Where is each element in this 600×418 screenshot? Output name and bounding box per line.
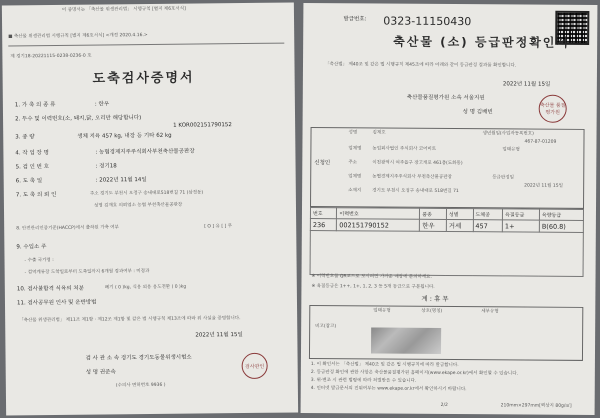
field-value: 농업회사법인 주식회사 코어미트 xyxy=(372,146,437,152)
inspector-name: 성 명 권준속 xyxy=(85,369,116,376)
paper-note: 210mm×297mm[백상지 80g/㎡] xyxy=(500,403,572,409)
field-key: 주소 xyxy=(348,160,358,166)
remark-label: 비고(참고) xyxy=(315,324,337,330)
table-cell: 거세 xyxy=(446,219,473,231)
column-header: 육질등급 xyxy=(502,209,539,220)
inspector-office: 검 사 관 소 속 경기도 경기도동물위생시험소 xyxy=(85,354,192,362)
row-label: 11. 검사공무원 인사 및 운반방법 xyxy=(16,299,97,307)
column-header: 번호 xyxy=(310,208,336,219)
field-value: 경기도 부천시 오정구 송내대로 518번길 71 xyxy=(372,188,459,195)
page-title: 축산물 (소) 등급판정확인서 xyxy=(393,34,571,50)
row-value: : 2022년 11월 14일 xyxy=(95,177,147,184)
row-value: 1 KOR002151790152 xyxy=(173,122,232,129)
qr-note: ※ 이력번호를 QR코드로 보시려면 가까운 매장에 문의하세요. xyxy=(311,274,432,280)
grade-table xyxy=(310,207,584,277)
row-label: 7. 도 축 의 뢰 인 xyxy=(15,191,57,199)
column-header: 육량등급 xyxy=(539,209,583,220)
row-label: 6. 도 축 일 xyxy=(15,178,43,185)
row-value: : 한우 xyxy=(94,101,110,108)
official-seal: 축산물 품질평가원 xyxy=(539,95,567,123)
row-label: 2. 두수 및 이력번호(소, 돼지,닭, 오리만 해당합니다) xyxy=(15,115,142,123)
field-value: 농협경제지주주식회사 부천축산물공판장 xyxy=(372,174,452,181)
column-header: 성별 xyxy=(446,208,473,219)
row-label: 1. 가 축 의 종 류 xyxy=(14,101,56,109)
row-value: 폐기 ( 0 )kg, 식용 외용 용도전환 ( 0 )kg xyxy=(104,284,187,291)
seller-header: 세부유형 xyxy=(481,309,499,315)
field-key: 업체명 xyxy=(348,146,362,152)
row-label: 3. 중 량 xyxy=(15,134,35,141)
row-value: [ O ] 유 [ ] 무 xyxy=(204,224,233,230)
issue-date: 2022년 11월 15일 xyxy=(195,332,243,339)
inspection-certificate xyxy=(2,2,298,415)
image-placeholder xyxy=(371,327,441,353)
field-key: 업태유형 xyxy=(502,147,520,153)
issue-number: 0323-11150430 xyxy=(383,14,472,29)
field-value: 467-87-01209 xyxy=(524,139,557,145)
field-value: 이천광역시 여주읍구 장고개로 461층(도화동) xyxy=(372,160,463,167)
field-key: 생년월일(사업자등록번호) xyxy=(482,131,534,137)
applicant-label: 신청인 xyxy=(314,160,331,167)
table-cell: 002151790152 xyxy=(337,219,420,232)
row-value: : 농협경제지주주식회사부천축산물공판장 xyxy=(95,148,195,156)
table-cell xyxy=(310,231,583,277)
footer-note: 「축산물 위생관리법」 제11조 제1항 · 제12조 제1항 및 같은 법 시행규칙 제13조에 따라 위 사실을 증명합니다. xyxy=(19,316,241,324)
name-line: 성 명 김배빈 xyxy=(462,109,493,116)
page-title: 도축검사증명서 xyxy=(92,70,195,87)
row-value: : 경기18 xyxy=(95,163,117,170)
office-line: 축산물품질평가원 소속 서울지원 xyxy=(406,94,485,102)
field-key: 성명 xyxy=(348,130,358,136)
row-value: 주소 경기도 부천시 오정구 송내대로518번길 71 (삼정동) xyxy=(89,190,204,197)
seller-header: 업태유형 xyxy=(373,308,391,314)
field-value: 2022년 11월 15일 xyxy=(524,183,563,189)
table-cell: 457 xyxy=(473,220,503,232)
issue-date: 2022년 11월 15일 xyxy=(502,81,551,88)
row-label: 10. 검사불합격 식육의 처분 xyxy=(16,285,84,293)
field-key: 등급판정일 xyxy=(492,175,514,181)
field-key: 소재지 xyxy=(348,188,362,194)
column-header: 품종 xyxy=(420,208,447,219)
footer-line: 1. 이 확인서는 「축산법」 제40조 및 같은 법 시행규칙에 따라 발급합니다. xyxy=(310,362,459,369)
header-note: 이 증명서는 「축산물 위생관리법」 시행규칙 [별지 제6호서식] xyxy=(61,6,186,13)
row-label: 4. 작 업 장 명 xyxy=(15,150,49,157)
issue-number-label: 발급번호: xyxy=(343,16,367,23)
field-key: 업체명 xyxy=(348,174,362,180)
summary-title: 계 : 휴 무 xyxy=(421,294,449,303)
row-value: 생체 지육 457 kg, 내장 등 기타 62 kg xyxy=(77,132,172,140)
table-row xyxy=(310,231,583,277)
table-cell: 1+ xyxy=(502,220,539,232)
grade-note: ※ 육질등급은 1++, 1+, 1, 2, 3 등 5개 등급으로 구분됩니다. xyxy=(311,284,435,290)
page-number: 2/2 xyxy=(440,402,448,408)
remark-box xyxy=(309,305,583,361)
table-cell: B(60.8) xyxy=(539,220,583,232)
official-seal: 검사관인 xyxy=(242,353,268,379)
cert-number: 제 경기18-20221115-0238-0236-0 호 xyxy=(10,53,92,60)
row-label: 5. 검 인 번 호 xyxy=(15,164,50,171)
column-header: 이력번호 xyxy=(337,208,420,220)
row-label: 8. 안전관리인증기준(HACCP)에서 출하된 가축 여부 xyxy=(16,225,120,232)
column-header: 도체중 xyxy=(473,209,503,220)
intro-text: 「축산법」 제40조 및 같은 법 시행규칙 제45조에 따라 아래와 같이 등급판정 결과를 확인합니다. xyxy=(324,62,517,69)
row-value: - 검역계류장 도착일로부터 도축일까지 6개월 경과여부 : 미경과 xyxy=(24,269,150,276)
footer-line: 4. 인터넷 발급문서의 진위여부는 www.ekape.or.kr에서 확인하시기 바랍니다. xyxy=(310,386,467,393)
footer-line: 2. 등급판정 확인에 관한 사항은 축산물품질평가원 홈페이지(www.ekape.or.kr)에서 확인할 수 있습니다. xyxy=(310,370,519,377)
license-number: (수의사 면허번호 9936 ) xyxy=(115,382,166,389)
divider xyxy=(8,43,284,47)
footer-line: 3. 위·변조 시 관련 법령에 따라 처벌받을 수 있습니다. xyxy=(310,378,417,384)
row-label: 9. 수입소 주 xyxy=(16,244,47,251)
row-value: - 수출 국가명 : xyxy=(24,258,54,264)
table-cell: 한우 xyxy=(420,219,447,231)
row-value: 성명 김재호 의뢰업소 농협 부천축산물공판장 xyxy=(93,202,183,209)
grade-confirmation xyxy=(301,3,598,415)
seller-header: 상호(명칭) xyxy=(421,308,443,314)
field-value: 김재호 xyxy=(372,130,386,136)
table-cell: 236 xyxy=(310,219,336,231)
form-label: ■ 축산물 위생관리법 시행규칙 [별지 제6호서식] <개정 2020.4.16.> xyxy=(8,33,148,40)
